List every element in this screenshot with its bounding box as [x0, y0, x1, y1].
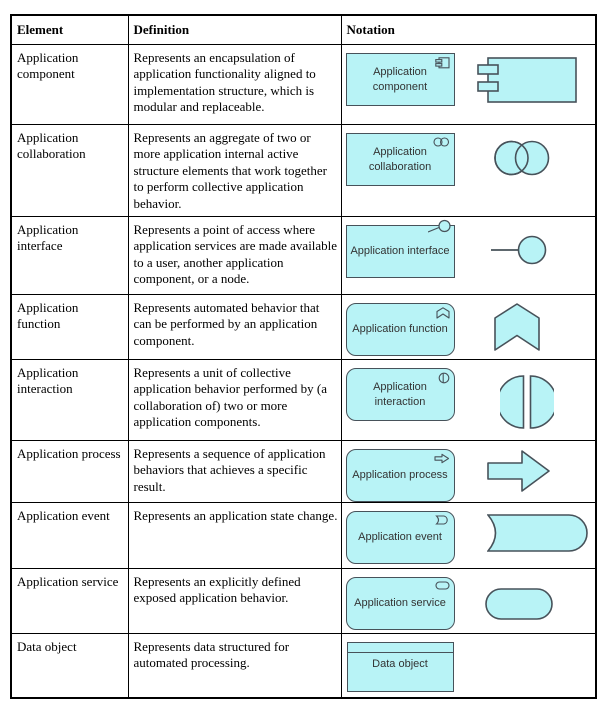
- table-row: [11, 360, 596, 441]
- notation-box-label: Application collaboration: [368, 146, 432, 173]
- table-row: [11, 634, 596, 698]
- notation-box-label: Data object: [372, 658, 428, 670]
- interface-icon: [428, 218, 452, 235]
- definition-cell: Represents a unit of collective application behavior performed by (a collaboration of) two or more application components.: [128, 360, 341, 441]
- process-icon: [434, 453, 450, 464]
- data-object-box: [347, 642, 454, 692]
- table-row: [11, 503, 596, 569]
- notation-cell: [341, 503, 596, 569]
- application-collaboration-box: [346, 133, 455, 186]
- header-definition: Definition: [128, 15, 341, 45]
- notation-cell: [341, 441, 596, 503]
- data-object-header-band: [348, 643, 453, 653]
- collaboration-icon: [433, 137, 450, 147]
- archimate-application-layer-table: [10, 14, 597, 699]
- notation-box-label: Application process: [352, 469, 448, 482]
- element-cell: Data object: [11, 634, 128, 698]
- definition-cell: Represents an encapsulation of application functionality aligned to implementation structure, which is modular and replaceable.: [128, 45, 341, 125]
- notation-box-label: Application interface: [350, 245, 450, 258]
- function-icon: [436, 307, 450, 319]
- element-cell: Application component: [11, 45, 128, 125]
- application-function-box: [346, 303, 455, 356]
- notation-box-label: Application service: [354, 597, 446, 610]
- component-icon: [435, 57, 450, 69]
- table-row: [11, 295, 596, 360]
- table-row: [11, 45, 596, 125]
- component-symbol: [477, 57, 577, 103]
- header-notation: Notation: [341, 15, 596, 45]
- definition-cell: Represents data structured for automated processing.: [128, 634, 341, 698]
- application-service-box: [346, 577, 455, 630]
- table-row: [11, 125, 596, 217]
- service-icon: [435, 581, 450, 590]
- interaction-symbol: [500, 375, 554, 429]
- notation-cell: [341, 569, 596, 634]
- element-cell: Application collaboration: [11, 125, 128, 217]
- notation-cell: [341, 125, 596, 217]
- interface-symbol: [491, 235, 547, 265]
- application-interface-box: [346, 225, 455, 278]
- notation-cell: [341, 45, 596, 125]
- definition-cell: Represents an application state change.: [128, 503, 341, 569]
- notation-box-label: Application interaction: [373, 381, 427, 408]
- notation-cell: [341, 217, 596, 295]
- header-row: [11, 15, 596, 45]
- notation-box-label: Application event: [358, 531, 442, 544]
- application-process-box: [346, 449, 455, 502]
- event-icon: [435, 515, 450, 525]
- interaction-icon: [438, 372, 450, 384]
- table-row: [11, 441, 596, 503]
- element-cell: Application function: [11, 295, 128, 360]
- application-event-box: [346, 511, 455, 564]
- definition-cell: Represents a sequence of application behaviors that achieves a specific result.: [128, 441, 341, 503]
- table-row: [11, 217, 596, 295]
- process-symbol: [487, 448, 551, 494]
- event-symbol: [487, 514, 589, 552]
- element-cell: Application event: [11, 503, 128, 569]
- element-cell: Application service: [11, 569, 128, 634]
- header-element: Element: [11, 15, 128, 45]
- element-cell: Application interface: [11, 217, 128, 295]
- notation-box-label: Application function: [352, 323, 448, 336]
- notation-cell: [341, 295, 596, 360]
- definition-cell: Represents automated behavior that can be performed by an application component.: [128, 295, 341, 360]
- function-symbol: [494, 303, 540, 351]
- table-row: [11, 569, 596, 634]
- collaboration-symbol: [494, 140, 550, 176]
- application-interaction-box: [346, 368, 455, 421]
- definition-cell: Represents an explicitly defined exposed application behavior.: [128, 569, 341, 634]
- definition-cell: Represents an aggregate of two or more application internal active structure elements that work together to perform collective application behavior.: [128, 125, 341, 217]
- application-component-box: [346, 53, 455, 106]
- element-cell: Application process: [11, 441, 128, 503]
- notation-cell: [341, 360, 596, 441]
- definition-cell: Represents a point of access where application services are made available to a user, another application component, or a node.: [128, 217, 341, 295]
- notation-box-label: Application component: [372, 66, 428, 93]
- service-symbol: [485, 588, 553, 620]
- element-cell: Application interaction: [11, 360, 128, 441]
- notation-cell: [341, 634, 596, 698]
